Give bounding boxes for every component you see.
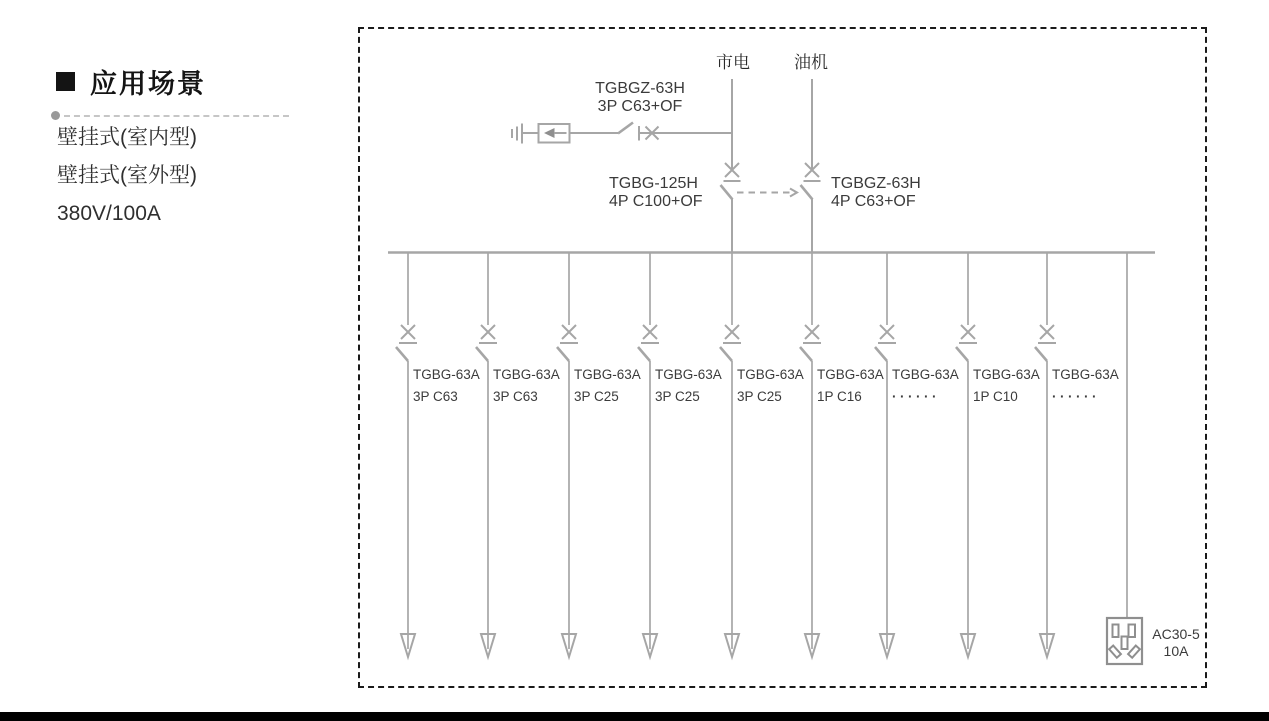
spd-breaker-model: TGBGZ-63H: [595, 80, 685, 97]
branch-model: TGBG-63A: [817, 367, 884, 382]
socket-label: [1147, 626, 1205, 660]
branch-label: [413, 364, 480, 408]
mains-ats-model: TGBG-125H: [609, 175, 698, 192]
branch-label: [1052, 364, 1119, 408]
branch-spec: 3P C63: [413, 389, 458, 404]
spd-icon: [539, 124, 570, 143]
spd-breaker-symbol: [570, 123, 733, 141]
branch-label: [817, 364, 884, 408]
branch-label: [493, 364, 560, 408]
branch-model: TGBG-63A: [973, 367, 1040, 382]
branch-breaker-symbol: [720, 252, 741, 657]
socket-icon: [1107, 618, 1142, 664]
branch-spec: 1P C10: [973, 389, 1018, 404]
branch-spec: 3P C63: [493, 389, 538, 404]
spd-breaker-spec: 3P C63+OF: [597, 97, 683, 115]
socket-rating: 10A: [1163, 643, 1189, 659]
section-title: 应用场景: [90, 69, 206, 99]
branch-model: TGBG-63A: [1052, 367, 1119, 382]
branch-spec: 3P C25: [655, 389, 700, 404]
bottom-divider-bar: [0, 712, 1269, 721]
genset-ats-label: [831, 175, 921, 210]
mains-ats-spec: 4P C100+OF: [609, 192, 703, 210]
branch-model: TGBG-63A: [737, 367, 804, 382]
genset-source-label: 油机: [794, 53, 828, 72]
branch-breaker-symbol: [638, 252, 659, 657]
scenario-item: 壁挂式(室外型): [57, 164, 197, 187]
mains-source-label: 市电: [716, 53, 750, 72]
branch-breaker-symbol: [476, 252, 497, 657]
branch-breaker-symbol: [800, 252, 821, 657]
spd-breaker-label: [584, 80, 696, 115]
branch-label: [892, 364, 959, 408]
scenario-item: 380V/100A: [57, 202, 161, 225]
branch-spec: ······: [892, 389, 940, 404]
genset-ats-model: TGBGZ-63H: [831, 175, 921, 192]
branch-breaker-symbol: [1035, 252, 1056, 657]
branch-label: [973, 364, 1040, 408]
branch-model: TGBG-63A: [892, 367, 959, 382]
mains-ats-label: [609, 175, 703, 210]
genset-breaker-symbol: [801, 163, 821, 253]
branch-breaker-symbol: [956, 252, 977, 657]
interlock-dashed-link: [737, 189, 797, 197]
mains-breaker-symbol: [721, 163, 741, 253]
ground-icon: [512, 124, 522, 144]
scenario-item: 壁挂式(室内型): [57, 126, 197, 149]
socket-model: AC30-5: [1152, 626, 1200, 642]
branch-spec: 3P C25: [574, 389, 619, 404]
branch-spec: 1P C16: [817, 389, 862, 404]
branch-spec: 3P C25: [737, 389, 782, 404]
branch-model: TGBG-63A: [655, 367, 722, 382]
branch-model: TGBG-63A: [413, 367, 480, 382]
branch-label: [737, 364, 804, 408]
branch-label: [655, 364, 722, 408]
branch-spec: ······: [1052, 389, 1100, 404]
genset-ats-spec: 4P C63+OF: [831, 192, 916, 210]
branch-breaker-symbol: [396, 252, 417, 657]
branch-model: TGBG-63A: [574, 367, 641, 382]
branch-breaker-symbol: [557, 252, 578, 657]
branch-model: TGBG-63A: [493, 367, 560, 382]
branch-label: [574, 364, 641, 408]
branch-breaker-symbol: [875, 252, 896, 657]
